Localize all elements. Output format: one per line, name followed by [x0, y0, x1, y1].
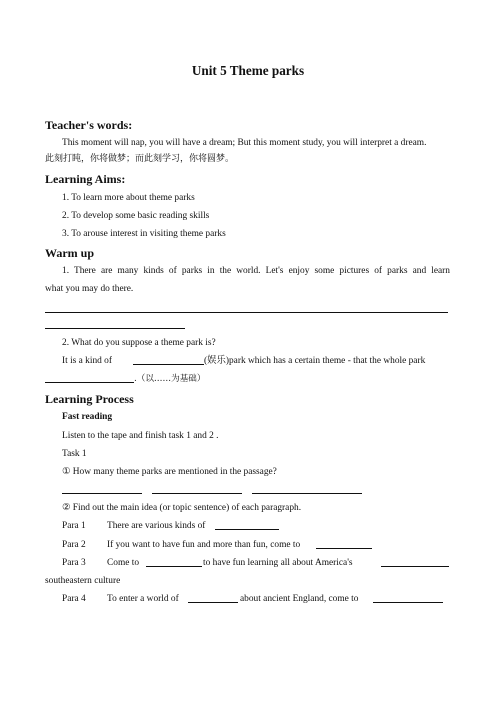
task-1-question-2: ② Find out the main idea (or topic sentence) of each paragraph. — [62, 503, 302, 513]
task-1-label: Task 1 — [62, 449, 87, 459]
task-1-question-1: ① How many theme parks are mentioned in the passage? — [62, 467, 277, 477]
answer-blank[interactable] — [146, 566, 202, 567]
answer-blank[interactable] — [133, 364, 204, 365]
para-label: Para 2 — [62, 540, 86, 550]
fast-reading-subheading: Fast reading — [62, 412, 113, 422]
para-text: If you want to have fun and more than fun, come to — [107, 540, 301, 550]
answer-line[interactable] — [45, 328, 185, 329]
answer-line[interactable] — [45, 312, 448, 313]
theme-park-definition-c: .（以……为基础） — [134, 374, 206, 384]
page-title: Unit 5 Theme parks — [191, 63, 305, 78]
answer-blank[interactable] — [188, 602, 238, 603]
answer-blank[interactable] — [252, 493, 362, 494]
teachers-words-heading: Teacher's words: — [45, 118, 133, 132]
warm-up-question-1: 1. There are many kinds of parks in the world. Let's enjoy some pictures of parks and learn — [62, 266, 450, 276]
para-text: about ancient England, come to — [240, 594, 359, 604]
learning-aim-item: 3. To arouse interest in visiting theme parks — [62, 229, 226, 239]
para-label: Para 3 — [62, 558, 86, 568]
theme-park-definition-b: (娱乐)park which has a certain theme - that the whole park — [204, 356, 426, 366]
para-text-cont: southeastern culture — [45, 576, 121, 586]
teachers-words-chinese: 此刻打盹，你将做梦；而此刻学习，你将圆梦。 — [45, 154, 235, 164]
para-text: To enter a world of — [107, 594, 179, 604]
para-text: Come to — [107, 558, 140, 568]
answer-blank[interactable] — [316, 548, 372, 549]
warm-up-heading: Warm up — [45, 246, 95, 260]
warm-up-question-2: 2. What do you suppose a theme park is? — [62, 338, 216, 348]
learning-aim-item: 2. To develop some basic reading skills — [62, 211, 210, 221]
answer-blank[interactable] — [215, 529, 279, 530]
answer-blank[interactable] — [45, 382, 134, 383]
warm-up-question-1-cont: what you may do there. — [45, 284, 134, 294]
teachers-words-english: This moment will nap, you will have a dream; But this moment study, you will interpret a dream. — [62, 138, 427, 148]
learning-aims-heading: Learning Aims: — [45, 172, 126, 186]
para-label: Para 4 — [62, 594, 86, 604]
answer-blank[interactable] — [62, 493, 142, 494]
theme-park-definition-a: It is a kind of — [62, 356, 112, 366]
answer-blank[interactable] — [152, 493, 242, 494]
answer-blank[interactable] — [381, 566, 449, 567]
learning-aim-item: 1. To learn more about theme parks — [62, 193, 195, 203]
para-label: Para 1 — [62, 521, 86, 531]
answer-blank[interactable] — [373, 602, 443, 603]
para-text: to have fun learning all about America's — [203, 558, 353, 568]
learning-process-heading: Learning Process — [45, 392, 134, 406]
para-text: There are various kinds of — [107, 521, 206, 531]
listening-instruction: Listen to the tape and finish task 1 and 2 . — [62, 431, 219, 441]
